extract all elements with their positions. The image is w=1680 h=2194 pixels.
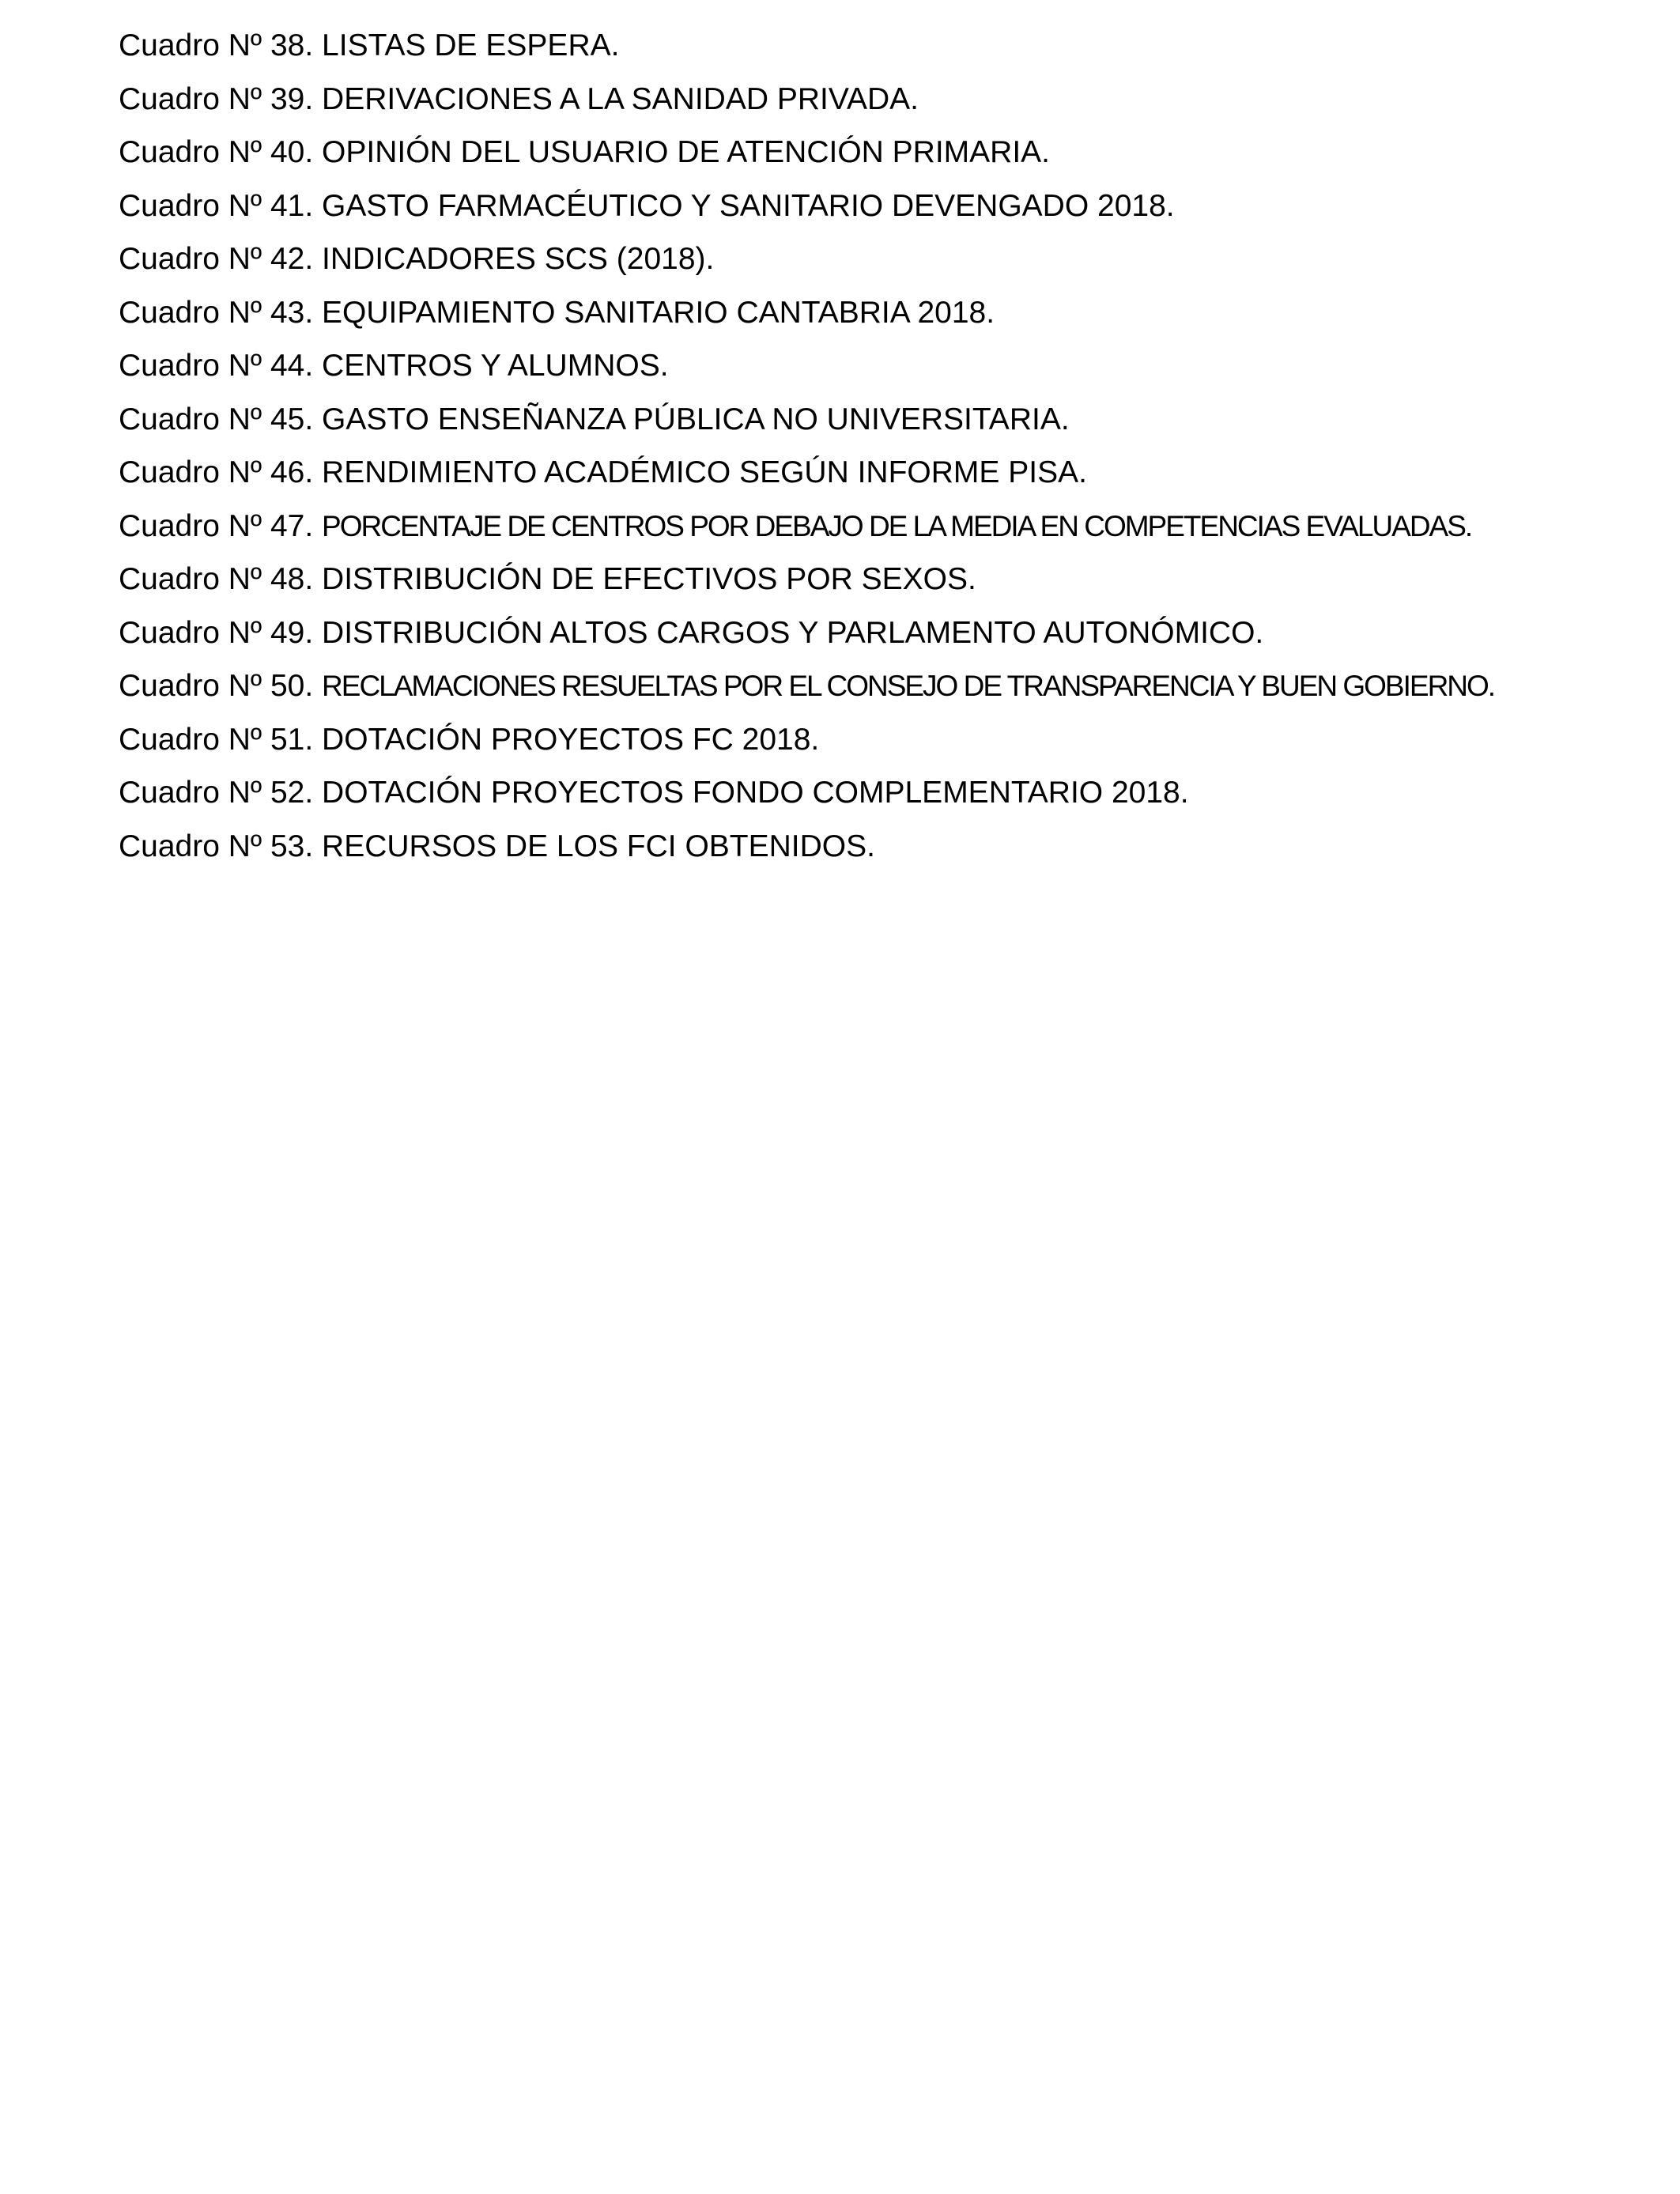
list-item [119,81,1621,119]
entry-number: Cuadro Nº 39. [119,81,323,116]
list-item [119,667,1621,705]
entry-number: Cuadro Nº 43. [119,295,323,330]
entry-title: DISTRIBUCIÓN DE EFECTIVOS POR SEXOS. [322,562,976,596]
list-item [119,134,1621,172]
list-item [119,508,1621,546]
entry-number: Cuadro Nº 47. [119,508,323,543]
entry-number: Cuadro Nº 53. [119,829,323,863]
entry-number: Cuadro Nº 46. [119,455,323,489]
entry-number: Cuadro Nº 51. [119,722,323,757]
list-item [119,294,1621,332]
entry-number: Cuadro Nº 48. [119,562,323,596]
entry-number: Cuadro Nº 40. [119,135,323,169]
entry-title: RENDIMIENTO ACADÉMICO SEGÚN INFORME PISA. [322,455,1087,489]
entry-title: OPINIÓN DEL USUARIO DE ATENCIÓN PRIMARIA. [322,135,1051,169]
entry-number: Cuadro Nº 50. [119,669,323,703]
entry-title: CENTROS Y ALUMNOS. [322,349,669,383]
table-index-list [119,27,1621,881]
entry-number: Cuadro Nº 45. [119,402,323,436]
list-item [119,240,1621,278]
list-item [119,561,1621,599]
list-item [119,454,1621,492]
list-item [119,187,1621,225]
entry-title: GASTO FARMACÉUTICO Y SANITARIO DEVENGADO 2018. [322,188,1175,223]
entry-title: RECURSOS DE LOS FCI OBTENIDOS. [322,829,875,863]
list-item [119,347,1621,385]
entry-number: Cuadro Nº 38. [119,28,323,62]
entry-title: RECLAMACIONES RESUELTAS POR EL CONSEJO DE TRANSPARENCIA Y BUEN GOBIERNO. [322,670,1495,702]
list-item [119,828,1621,866]
entry-title: EQUIPAMIENTO SANITARIO CANTABRIA 2018. [322,295,995,330]
entry-title: GASTO ENSEÑANZA PÚBLICA NO UNIVERSITARIA. [322,402,1070,436]
entry-title: DOTACIÓN PROYECTOS FONDO COMPLEMENTARIO 2018. [322,776,1189,810]
entry-title: INDICADORES SCS (2018). [322,242,715,276]
list-item [119,27,1621,65]
list-item [119,721,1621,759]
entry-number: Cuadro Nº 42. [119,242,323,276]
list-item [119,774,1621,812]
entry-title: DERIVACIONES A LA SANIDAD PRIVADA. [322,81,919,116]
entry-number: Cuadro Nº 49. [119,615,323,650]
entry-title: LISTAS DE ESPERA. [322,28,620,62]
entry-title: PORCENTAJE DE CENTROS POR DEBAJO DE LA MEDIA EN COMPETENCIAS EVALUADAS. [322,509,1472,542]
list-item [119,401,1621,439]
entry-title: DISTRIBUCIÓN ALTOS CARGOS Y PARLAMENTO AUTONÓMICO. [322,615,1264,650]
entry-number: Cuadro Nº 52. [119,776,323,810]
entry-number: Cuadro Nº 41. [119,188,323,223]
entry-number: Cuadro Nº 44. [119,349,323,383]
list-item [119,614,1621,652]
entry-title: DOTACIÓN PROYECTOS FC 2018. [322,722,820,757]
